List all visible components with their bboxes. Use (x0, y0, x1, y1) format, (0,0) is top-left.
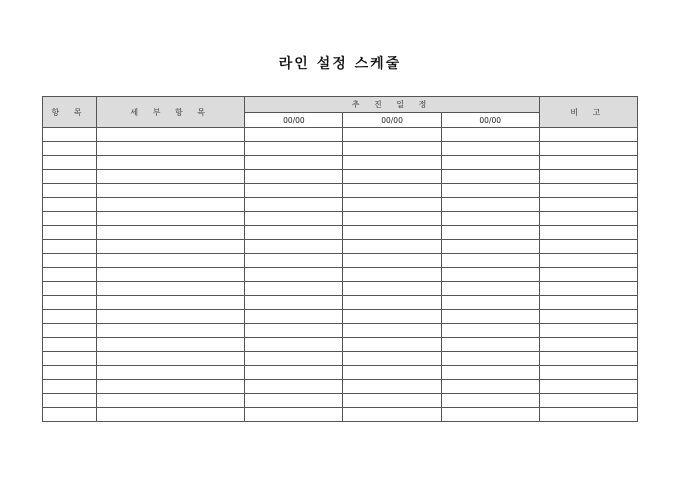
cell-detail (97, 394, 245, 408)
cell-date-1 (245, 394, 343, 408)
table-row (43, 324, 638, 338)
table-row (43, 394, 638, 408)
cell-date-2 (343, 282, 441, 296)
table-row (43, 184, 638, 198)
cell-remarks (539, 324, 637, 338)
cell-remarks (539, 254, 637, 268)
cell-detail (97, 282, 245, 296)
cell-remarks (539, 142, 637, 156)
cell-date-1 (245, 170, 343, 184)
cell-date-3 (441, 170, 539, 184)
cell-item (43, 212, 97, 226)
cell-item (43, 394, 97, 408)
cell-date-1 (245, 226, 343, 240)
cell-item (43, 296, 97, 310)
cell-date-1 (245, 324, 343, 338)
table-row (43, 212, 638, 226)
header-date-1: 00/00 (245, 113, 343, 128)
cell-item (43, 282, 97, 296)
header-date-2: 00/00 (343, 113, 441, 128)
cell-date-1 (245, 128, 343, 142)
cell-remarks (539, 226, 637, 240)
cell-detail (97, 268, 245, 282)
cell-remarks (539, 380, 637, 394)
cell-date-2 (343, 142, 441, 156)
cell-detail (97, 408, 245, 422)
cell-date-3 (441, 212, 539, 226)
cell-date-3 (441, 156, 539, 170)
cell-detail (97, 198, 245, 212)
cell-date-1 (245, 408, 343, 422)
cell-item (43, 198, 97, 212)
cell-date-3 (441, 282, 539, 296)
cell-item (43, 380, 97, 394)
cell-item (43, 254, 97, 268)
cell-date-2 (343, 380, 441, 394)
cell-remarks (539, 170, 637, 184)
cell-date-1 (245, 142, 343, 156)
cell-date-3 (441, 310, 539, 324)
header-item: 항 목 (43, 97, 97, 128)
cell-date-2 (343, 296, 441, 310)
cell-item (43, 268, 97, 282)
table-row (43, 128, 638, 142)
cell-date-1 (245, 212, 343, 226)
cell-detail (97, 324, 245, 338)
cell-detail (97, 226, 245, 240)
cell-remarks (539, 240, 637, 254)
cell-date-1 (245, 338, 343, 352)
cell-date-1 (245, 198, 343, 212)
cell-item (43, 240, 97, 254)
cell-remarks (539, 198, 637, 212)
cell-date-3 (441, 408, 539, 422)
cell-date-3 (441, 268, 539, 282)
cell-date-2 (343, 240, 441, 254)
cell-item (43, 226, 97, 240)
cell-date-2 (343, 408, 441, 422)
table-row (43, 254, 638, 268)
cell-remarks (539, 408, 637, 422)
table-row (43, 170, 638, 184)
cell-item (43, 310, 97, 324)
header-date-3: 00/00 (441, 113, 539, 128)
cell-item (43, 324, 97, 338)
cell-detail (97, 212, 245, 226)
cell-remarks (539, 338, 637, 352)
cell-date-1 (245, 240, 343, 254)
cell-detail (97, 170, 245, 184)
table-row (43, 310, 638, 324)
cell-date-3 (441, 338, 539, 352)
cell-date-3 (441, 198, 539, 212)
cell-detail (97, 184, 245, 198)
cell-detail (97, 310, 245, 324)
cell-date-1 (245, 184, 343, 198)
cell-item (43, 184, 97, 198)
cell-item (43, 408, 97, 422)
cell-detail (97, 156, 245, 170)
cell-detail (97, 254, 245, 268)
cell-date-2 (343, 352, 441, 366)
cell-remarks (539, 310, 637, 324)
cell-date-2 (343, 198, 441, 212)
cell-date-2 (343, 324, 441, 338)
table-row (43, 380, 638, 394)
cell-date-2 (343, 338, 441, 352)
header-remarks: 비 고 (539, 97, 637, 128)
cell-item (43, 128, 97, 142)
cell-date-3 (441, 324, 539, 338)
cell-date-1 (245, 254, 343, 268)
cell-date-1 (245, 156, 343, 170)
cell-date-1 (245, 296, 343, 310)
table-row (43, 268, 638, 282)
cell-date-3 (441, 296, 539, 310)
cell-date-2 (343, 394, 441, 408)
cell-detail (97, 296, 245, 310)
cell-remarks (539, 212, 637, 226)
cell-remarks (539, 394, 637, 408)
cell-date-1 (245, 380, 343, 394)
cell-date-3 (441, 240, 539, 254)
table-row (43, 338, 638, 352)
table-row (43, 366, 638, 380)
cell-date-2 (343, 254, 441, 268)
cell-date-2 (343, 184, 441, 198)
cell-item (43, 156, 97, 170)
table-row (43, 352, 638, 366)
cell-item (43, 170, 97, 184)
cell-detail (97, 128, 245, 142)
table-row (43, 296, 638, 310)
cell-date-3 (441, 142, 539, 156)
cell-remarks (539, 268, 637, 282)
cell-detail (97, 366, 245, 380)
cell-date-2 (343, 366, 441, 380)
cell-detail (97, 352, 245, 366)
cell-date-2 (343, 128, 441, 142)
cell-date-3 (441, 254, 539, 268)
cell-remarks (539, 156, 637, 170)
cell-date-2 (343, 268, 441, 282)
table-row (43, 226, 638, 240)
cell-item (43, 352, 97, 366)
cell-date-1 (245, 282, 343, 296)
cell-detail (97, 380, 245, 394)
cell-detail (97, 142, 245, 156)
table-row (43, 156, 638, 170)
cell-date-3 (441, 380, 539, 394)
table-row (43, 282, 638, 296)
cell-date-1 (245, 310, 343, 324)
cell-date-3 (441, 184, 539, 198)
cell-date-3 (441, 226, 539, 240)
cell-date-3 (441, 394, 539, 408)
cell-remarks (539, 184, 637, 198)
table-row (43, 240, 638, 254)
cell-date-2 (343, 156, 441, 170)
cell-remarks (539, 296, 637, 310)
header-detail: 세 부 항 목 (97, 97, 245, 128)
cell-detail (97, 338, 245, 352)
cell-date-1 (245, 352, 343, 366)
cell-date-2 (343, 310, 441, 324)
cell-item (43, 338, 97, 352)
cell-date-2 (343, 226, 441, 240)
cell-item (43, 142, 97, 156)
schedule-table (42, 96, 638, 422)
cell-remarks (539, 352, 637, 366)
cell-detail (97, 240, 245, 254)
page-title: 라인 설정 스케줄 (278, 56, 402, 72)
cell-date-2 (343, 170, 441, 184)
cell-remarks (539, 128, 637, 142)
cell-remarks (539, 282, 637, 296)
cell-date-3 (441, 352, 539, 366)
table-row (43, 142, 638, 156)
cell-remarks (539, 366, 637, 380)
cell-date-1 (245, 366, 343, 380)
schedule-body (43, 128, 638, 422)
cell-date-3 (441, 128, 539, 142)
header-progress-schedule: 추 진 일 정 (245, 97, 540, 113)
cell-date-2 (343, 212, 441, 226)
cell-date-1 (245, 268, 343, 282)
table-row (43, 408, 638, 422)
table-row (43, 198, 638, 212)
cell-item (43, 366, 97, 380)
cell-date-3 (441, 366, 539, 380)
